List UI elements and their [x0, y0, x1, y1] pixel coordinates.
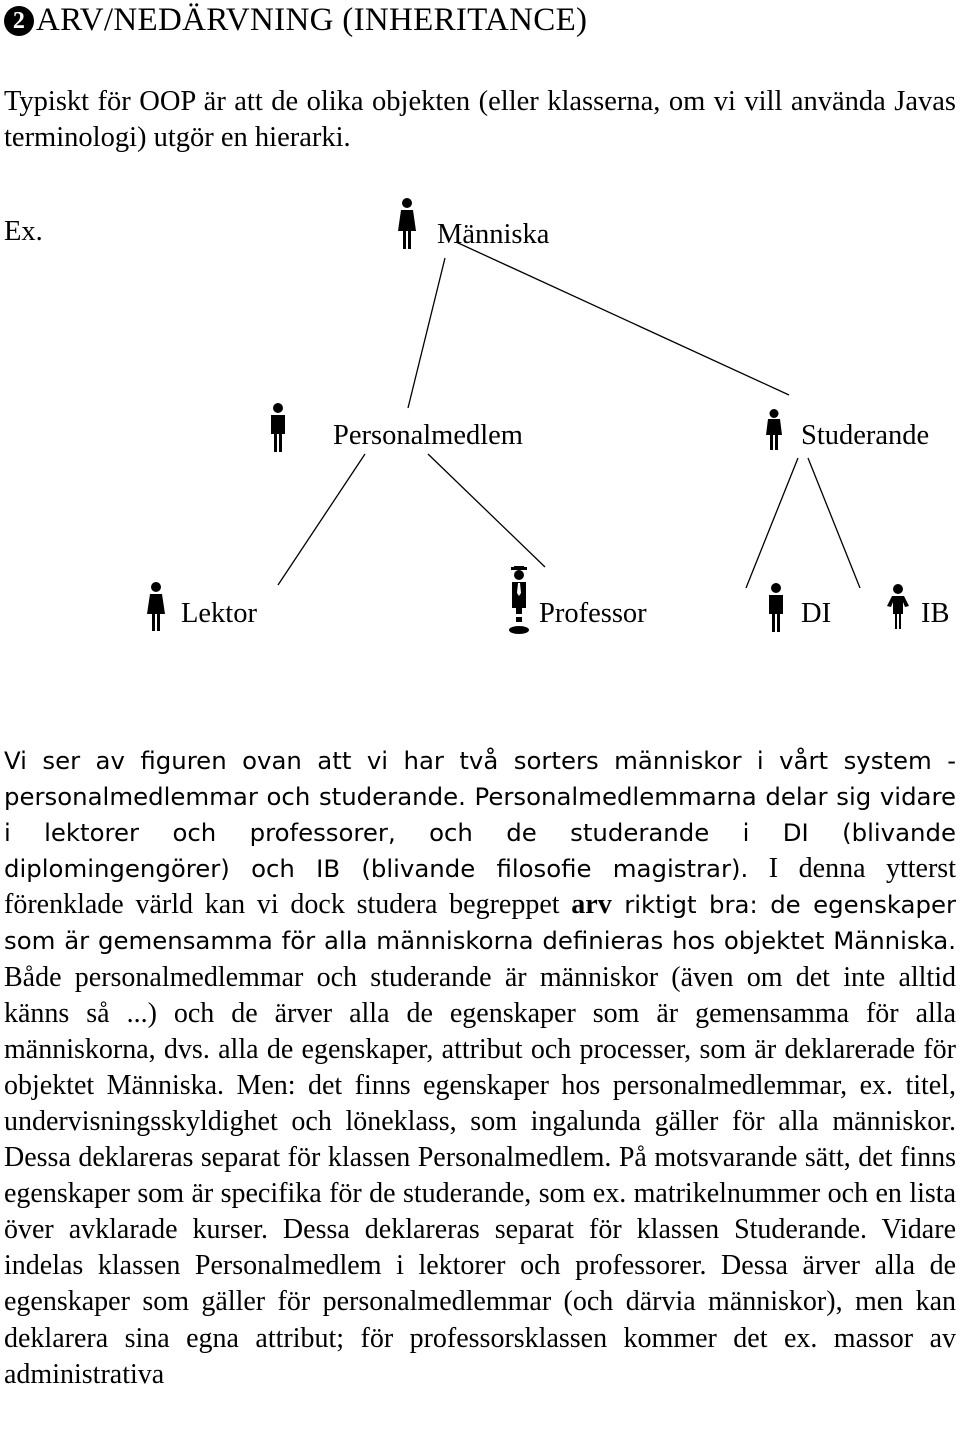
body-paragraph	[4, 743, 956, 1393]
line-personal-professor	[428, 454, 545, 567]
intro-paragraph: Typiskt för OOP är att de olika objekten (eller klasserna, om vi vill använda Javas terminologi) utgör en hierarki.	[4, 86, 956, 153]
node-lektor: Lektor	[181, 598, 257, 629]
line-studerande-ib	[808, 458, 860, 588]
man-figure-icon	[267, 403, 289, 453]
man-figure-icon	[765, 583, 787, 633]
body-sentence-3: Både personalmedlemmar och studerande är människor (även om det inte alltid känns så ...) och de ärver alla de egenskaper som är gemensamma för alla människorna, dvs. alla de egenskaper, attribut och processer, som är deklarerade för objektet Människa. Men: det finns egenskaper hos personalmedlemmar, ex. titel, undervisningsskyldighet och löneklass, som ingalunda gäller för alla människor. Dessa deklareras separat för klassen Personalmedlem. På motsvarande sätt, det finns egenskaper som är specifika för de studerande, som ex. matrikelnummer och en lista över avklarade kurser. Dessa deklareras separat för klassen Studerande. Vidare indelas klassen Personalmedlem i lektorer och professorer. Dessa ärver alla de egenskaper som gäller för personalmedlemmar (och därvia människor), men kan deklarera sina egna attribut; för professorsklassen kommer det ex. massor av administrativa	[4, 961, 956, 1390]
node-professor: Professor	[539, 598, 647, 629]
line-personal-lektor	[278, 454, 365, 585]
node-di: DI	[801, 598, 832, 629]
student-figure-icon	[885, 584, 911, 630]
body-sentence-1: Vi ser av figuren ovan att vi har två sorters människor i vårt system - personalmedlemmar och studerande. Personalmedlemmarna delar sig vidare i lektorer och professorer, och de studerande i DI (blivande diplomingengörer) och IB (blivande filosofie magistrar).	[4, 746, 956, 884]
node-personalmedlem: Personalmedlem	[333, 420, 523, 451]
body-sentence-2a: I denna ytterst förenklade värld kan vi dock studera begreppet	[4, 853, 956, 921]
example-label: Ex.	[4, 216, 43, 247]
section-heading	[4, 2, 587, 39]
node-manniska: Människa	[437, 219, 550, 250]
inheritance-diagram	[0, 190, 960, 650]
line-studerande-di	[746, 458, 798, 588]
node-studerande: Studerande	[801, 420, 930, 451]
line-root-studerande	[456, 242, 789, 395]
body-sentence-2b: riktigt bra: de egenskaper som är gemensamma för alla människorna definieras hos objektet Människa.	[4, 890, 956, 956]
professor-figure-icon	[506, 566, 532, 636]
woman-figure-icon	[145, 582, 167, 632]
heading-text: ARV/NEDÄRVNING (INHERITANCE)	[36, 2, 588, 38]
student-figure-icon	[765, 409, 783, 451]
line-root-personalmedlem	[408, 258, 445, 408]
node-ib: IB	[921, 598, 950, 629]
number-badge: 2	[4, 6, 34, 36]
woman-figure-icon	[396, 198, 418, 250]
keyword-arv: arv	[571, 889, 612, 921]
